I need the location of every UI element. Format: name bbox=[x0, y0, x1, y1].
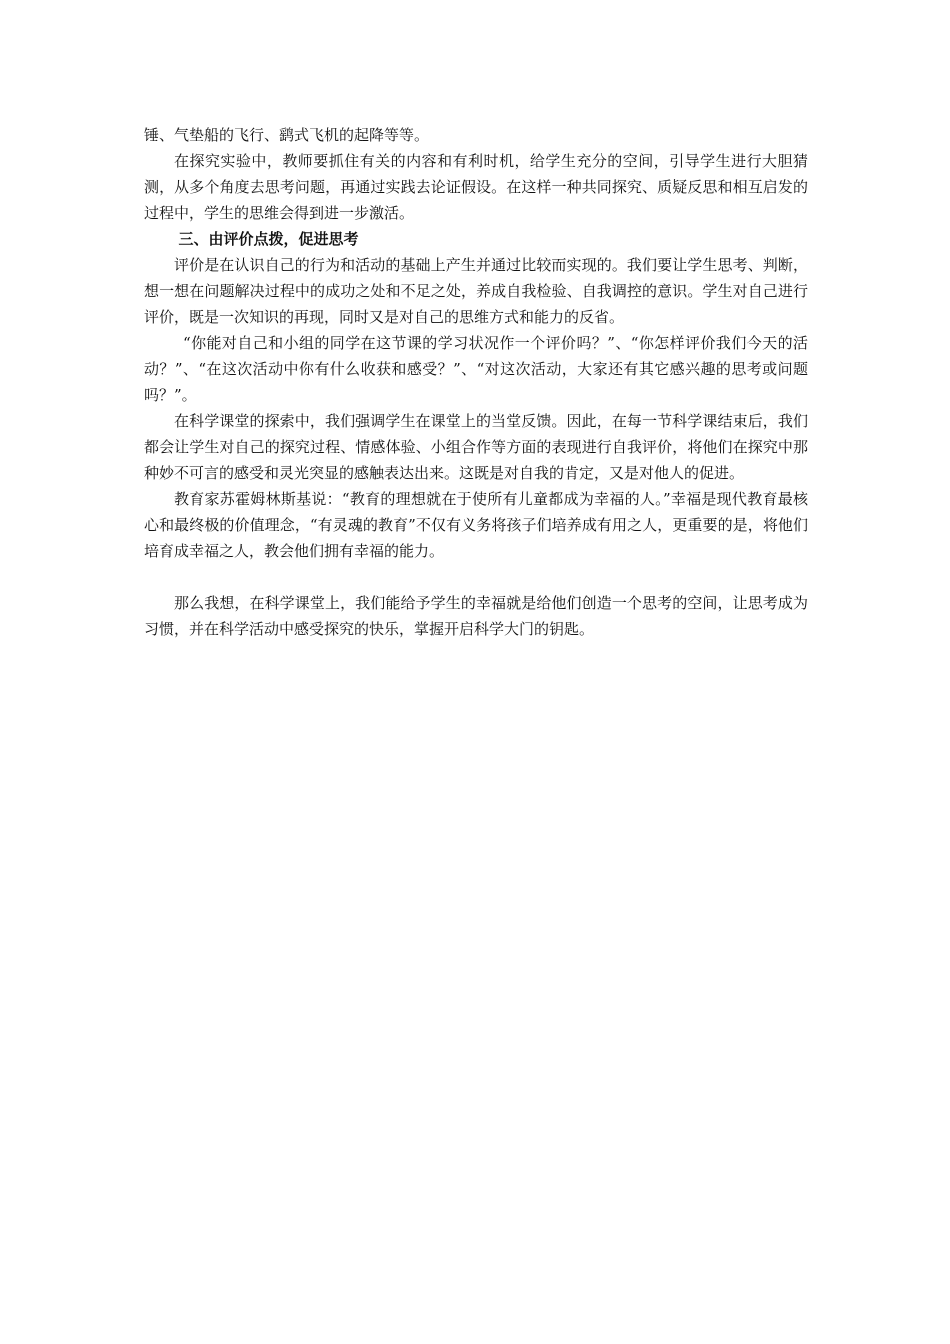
paragraph-inquiry-experiment: 在探究实验中，教师要抓住有关的内容和有利时机，给学生充分的空间，引导学生进行大胆猜测，从多个角度去思考问题，再通过实践去论证假设。在这样一种共同探究、质疑反思和相互启发的过程中，学生的思维会得到进一步激活。 bbox=[144, 152, 808, 222]
paragraph-continuation: 锤、气垫船的飞行、鹞式飞机的起降等等。 bbox=[144, 126, 430, 144]
paragraph-classroom-feedback: 在科学课堂的探索中，我们强调学生在课堂上的当堂反馈。因此，在每一节科学课结束后，我们都会让学生对自己的探究过程、情感体验、小组合作等方面的表现进行自我评价，将他们在探究中那种妙不可言的感受和灵光突显的感触表达出来。这既是对自我的肯定，又是对他人的促进。 bbox=[144, 412, 808, 482]
section-heading-3: 三、由评价点拨，促进思考 bbox=[178, 230, 359, 248]
paragraph-sukhomlinsky-quote: 教育家苏霍姆林斯基说：“教育的理想就在于使所有儿童都成为幸福的人。”幸福是现代教育最核心和最终极的价值理念，“有灵魂的教育”不仅有义务将孩子们培养成有用之人，更重要的是，将他们培育成幸福之人，教会他们拥有幸福的能力。 bbox=[144, 490, 808, 560]
paragraph-gap bbox=[144, 564, 808, 590]
paragraph-evaluation-questions: “你能对自己和小组的同学在这节课的学习状况作一个评价吗？”、“你怎样评价我们今天的活动？”、“在这次活动中你有什么收获和感受？”、“对这次活动，大家还有其它感兴趣的思考或问题吗？”。 bbox=[144, 334, 808, 404]
paragraph-conclusion: 那么我想，在科学课堂上，我们能给予学生的幸福就是给他们创造一个思考的空间，让思考成为习惯，并在科学活动中感受探究的快乐，掌握开启科学大门的钥匙。 bbox=[144, 594, 808, 638]
paragraph-evaluation: 评价是在认识自己的行为和活动的基础上产生并通过比较而实现的。我们要让学生思考、判断，想一想在问题解决过程中的成功之处和不足之处，养成自我检验、自我调控的意识。学生对自己进行评价，既是一次知识的再现，同时又是对自己的思维方式和能力的反省。 bbox=[144, 256, 808, 326]
document-body bbox=[144, 122, 808, 642]
